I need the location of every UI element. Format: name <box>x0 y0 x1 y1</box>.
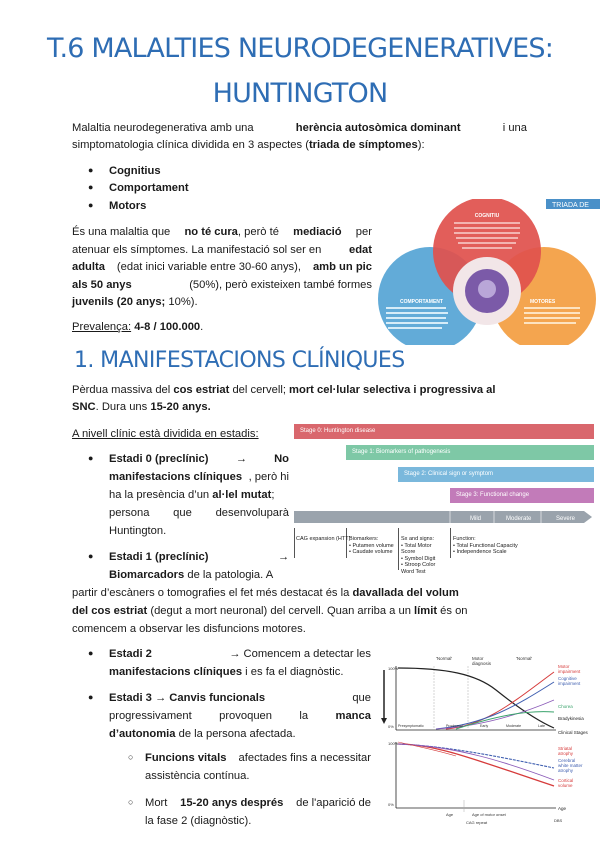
stage1-continuation <box>72 584 527 638</box>
text: (50%), però existeixen també formes <box>189 278 372 291</box>
bullet-icon: ● <box>88 453 94 463</box>
stage1-item <box>109 548 289 584</box>
fig-label: 'Normal' <box>436 656 453 661</box>
text: . Dura uns <box>95 401 148 413</box>
page-title-line1: T.6 MALALTIES NEURODEGENERATIVES: <box>46 33 554 64</box>
bullet-icon: ● <box>88 648 94 658</box>
text: Score <box>401 549 416 555</box>
axis-label: 100% <box>388 666 399 671</box>
text-bold: mort cel·lular selectiva i progressiva al <box>289 384 496 396</box>
axis-label: 0% <box>388 802 394 807</box>
text-bold: Funcions vitals <box>145 752 227 764</box>
bullet-icon: ● <box>88 551 94 561</box>
bullet-icon: ● <box>88 182 94 192</box>
text-bold: cos estriat <box>173 384 230 396</box>
text: Biomarkers: <box>349 536 379 542</box>
text-bold: manifestacions clíniques <box>109 666 243 678</box>
legend-label: atrophy <box>558 768 574 773</box>
prevalence-label: Prevalença: <box>72 321 132 333</box>
text-bold: No <box>274 453 289 465</box>
text: per <box>355 226 372 238</box>
text: comencem a observar les disfuncions motores. <box>72 623 306 635</box>
text: • Total Motor <box>401 542 432 549</box>
motor-curve <box>446 672 554 729</box>
comportament-label: COMPORTAMENT <box>400 299 443 305</box>
arrow-icon: → <box>277 551 289 563</box>
text-bold: del cos estriat <box>72 605 148 617</box>
text-bold: d’autonomia <box>109 728 176 740</box>
stage-timeline-figure <box>294 424 594 574</box>
axis-label: 100% <box>388 741 399 746</box>
text: • Stroop Color <box>401 562 436 568</box>
bullet-icon: ● <box>88 200 94 210</box>
text-bold: amb un pic <box>312 261 372 273</box>
text-bold: manifestacions clíniques <box>109 471 243 483</box>
x-label: Age <box>446 812 454 817</box>
circle-bullet-icon: ○ <box>128 752 134 762</box>
intro-text: i una <box>502 122 527 134</box>
timeline-col1 <box>296 536 350 543</box>
intro-bold: triada de símptomes <box>308 139 418 151</box>
progression-figure <box>376 650 596 842</box>
text-bold: Estadi 0 (preclínic) <box>109 453 209 465</box>
text: • Putamen volume <box>349 542 394 549</box>
x-label: DBS <box>554 818 563 823</box>
axis-label: 0% <box>388 724 394 729</box>
text: Huntington. <box>109 525 167 537</box>
striatal-curve <box>398 744 554 786</box>
x-label: Presymptomatic <box>398 724 424 728</box>
text: desenvoluparà <box>215 507 289 519</box>
circle-bullet-icon: ○ <box>128 797 134 807</box>
text-bold: Estadi 2 <box>109 648 152 660</box>
text: del cervell; <box>232 384 286 396</box>
text: • Symbol Digit <box>401 555 436 562</box>
section-heading: 1. MANIFESTACIONS CLÍNIQUES <box>74 348 405 373</box>
text: CAG expansion (HTT) <box>296 536 351 542</box>
cure-paragraph <box>72 224 372 312</box>
text: progressivament <box>109 710 192 722</box>
stage3-item <box>109 689 371 743</box>
bullet-icon: ● <box>88 692 94 702</box>
x-label: Prodromal <box>446 724 463 728</box>
text: Word Test <box>401 568 426 575</box>
text-bold: 15-20 anys. <box>150 401 211 413</box>
text-bold: SNC <box>72 401 96 413</box>
text: Sx and signs: <box>401 536 435 542</box>
legend-label: Chorea <box>558 704 573 709</box>
brain-icon <box>478 280 496 298</box>
text-bold: al·lel mutat <box>212 489 272 501</box>
text: (degut a mort neuronal) del cervell. Quan arriba a un <box>150 605 411 617</box>
triad-venn-figure <box>378 199 600 345</box>
legend-label: impairment <box>558 669 581 674</box>
text: és on <box>440 605 468 617</box>
text: que <box>352 692 371 704</box>
text: i es fa el diagnòstic. <box>245 666 344 678</box>
list-item: Motors <box>109 200 147 212</box>
x-label: CAG repeat <box>466 820 488 825</box>
bullet-icon: ● <box>88 165 94 175</box>
severity-label: Severe <box>556 516 576 522</box>
text: , però té <box>237 226 279 238</box>
text: • Total Functional Capacity <box>453 542 518 549</box>
stage3-sub1 <box>145 749 371 785</box>
text: Function: <box>453 536 476 542</box>
text: 10%). <box>168 296 198 308</box>
legend-label: Motor <box>558 664 570 669</box>
text-bold: mediació <box>293 226 342 238</box>
stage2-item <box>109 645 371 681</box>
stage3-sub2 <box>145 794 371 830</box>
legend-label: Clinical Stages <box>558 730 588 735</box>
text: de la patologia. A <box>187 569 274 581</box>
timeline-col2 <box>349 536 394 556</box>
text-bold: adulta <box>72 261 105 273</box>
intro-paragraph <box>72 120 527 154</box>
fig-label: 'Normal' <box>516 656 533 661</box>
text: ha la presència d’un <box>109 489 210 501</box>
text: la <box>299 710 309 722</box>
legend-label: Cognitive <box>558 676 577 681</box>
x-label: Moderate <box>506 724 522 728</box>
function-curve <box>398 668 554 728</box>
text: que <box>173 507 192 519</box>
legend-label: Cortical <box>558 778 574 783</box>
timeline-col3 <box>401 536 435 575</box>
text: • Independence Scale <box>453 549 507 555</box>
text: la fase 2 (diagnòstic). <box>145 815 252 827</box>
text: (edat inici variable entre 30-60 anys), <box>116 261 301 273</box>
intro-text: Malaltia neurodegenerativa amb una <box>72 122 254 134</box>
intro-text: ): <box>417 139 425 151</box>
text-bold: edat <box>348 243 372 256</box>
legend-label: atrophy <box>558 751 574 756</box>
stages-intro: A nivell clínic està dividida en estadis: <box>72 428 259 440</box>
text: Pèrdua massiva del <box>72 384 171 396</box>
text-bold: 15-20 anys després <box>180 797 284 809</box>
fig-label: diagnosis <box>472 661 492 666</box>
legend-label: Bradykinesia <box>558 716 584 721</box>
text: de la persona afectada. <box>178 728 296 740</box>
stage0-bar: Stage 0: Huntington disease <box>294 424 594 439</box>
legend-label: impairment <box>558 681 581 686</box>
cognitiu-label: COGNITIU <box>474 213 500 219</box>
x-label: Early <box>480 724 489 728</box>
legend-label: Age <box>558 806 567 811</box>
white-matter-curve <box>398 744 554 768</box>
stage2-bar: Stage 2: Clinical sign or symptom <box>398 467 594 482</box>
intro-bold: herència autosòmica dominant <box>295 122 461 134</box>
text: • Caudate volume <box>349 549 393 555</box>
loss-paragraph <box>72 382 527 416</box>
legend-label: white matter <box>558 763 583 768</box>
text: → Comencem a detectar les <box>229 648 371 660</box>
prevalence-value: 4-8 / 100.000 <box>134 321 201 333</box>
x-label: Age of motor onset <box>472 812 506 817</box>
severity-label: Moderate <box>506 516 532 522</box>
text: afectades fins a necessitar <box>238 752 371 764</box>
text-bold: juvenils (20 anys; <box>72 296 166 308</box>
stage3-bar: Stage 3: Functional change <box>450 488 594 503</box>
text-bold: Estadi 3 → Canvis funcionals <box>109 692 266 704</box>
text-bold: manca <box>335 710 371 722</box>
text: És una malaltia que <box>72 226 171 238</box>
text: partir d’escàners o tomografies el fet més destacat és la <box>72 587 350 599</box>
text: , però hi <box>248 471 289 483</box>
text: persona <box>109 507 150 519</box>
text-bold: als 50 anys <box>72 278 132 291</box>
intro-text: simptomatologia clínica dividida en 3 aspectes ( <box>72 139 309 151</box>
text: atenuar els símptomes. La manifestació sol ser en <box>72 243 322 256</box>
motores-label: MOTORES <box>530 299 556 305</box>
text: provoquen <box>219 710 272 722</box>
x-label: Late <box>538 724 545 728</box>
text-bold: Biomarcadors <box>109 569 185 581</box>
stage1-bar: Stage 1: Biomarkers of pathogenesis <box>346 445 594 460</box>
legend-label: Striatal <box>558 746 573 751</box>
page-title-line2: HUNTINGTON <box>212 78 388 109</box>
text: assistència contínua. <box>145 770 250 782</box>
triad-tag: TRIADA DE <box>552 202 589 209</box>
text-bold: límit <box>414 605 438 617</box>
text-bold: Estadi 1 (preclínic) <box>109 551 209 563</box>
legend-label: volume <box>558 783 573 788</box>
text: Mort <box>145 797 168 809</box>
severity-label: Mild <box>470 516 482 522</box>
cortical-curve <box>398 744 554 780</box>
list-item: Cognitius <box>109 165 161 177</box>
timeline-col4 <box>453 536 518 556</box>
arrow-icon: → <box>235 453 247 465</box>
legend-label: Cerebral <box>558 758 576 763</box>
prevalence-line: Prevalença: 4-8 / 100.000. <box>72 321 204 333</box>
text-bold: no té cura <box>184 226 238 238</box>
fig-label: Motor <box>472 656 484 661</box>
text: ; <box>271 489 275 501</box>
stage0-item <box>109 450 289 540</box>
text: de l'aparició de <box>296 797 371 809</box>
severity-arrow <box>294 508 594 526</box>
text-bold: davallada del volum <box>352 587 459 599</box>
list-item: Comportament <box>109 182 189 194</box>
